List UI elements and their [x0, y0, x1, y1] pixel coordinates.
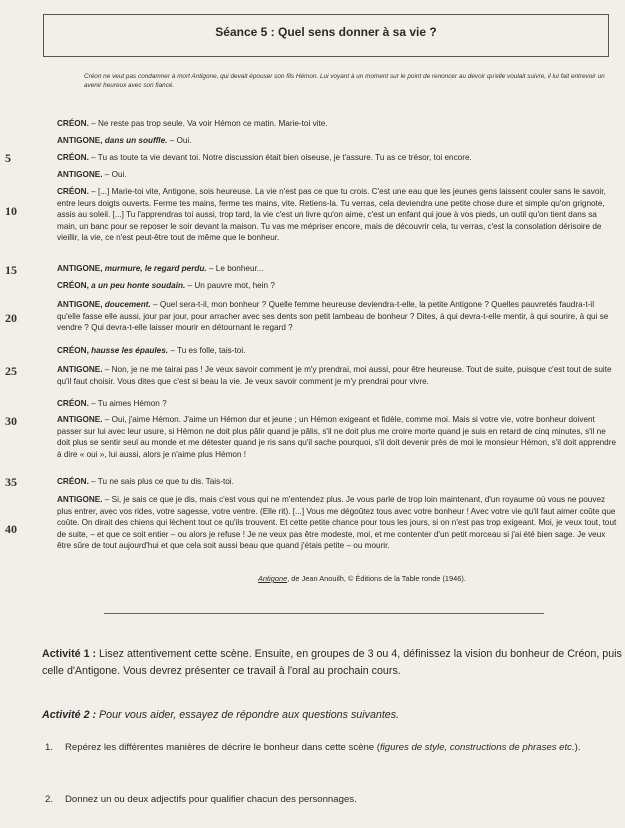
line-number: 30 [5, 414, 17, 428]
dialogue-line: CRÉON. – Tu as toute ta vie devant toi. Notre discussion était bien oiseuse, je t'assure. Tu as ce trésor, toi encore. [57, 153, 472, 162]
dialogue-line: CRÉON. – Tu ne sais plus ce que tu dis. Tais-toi. [57, 477, 234, 486]
activity-2: Activité 2 : Pour vous aider, essayez de répondre aux questions suivantes. [42, 709, 400, 721]
intro-text: Créon ne veut pas condamner à mort Antigone, qui devait épouser son fils Hémon. Lui voyant à un moment sur le point de renoncer au devoir qu'elle voulait suivre, il lui fait entrevoir un avenir heureux avec son fiancé. [84, 73, 605, 89]
question-item [45, 792, 625, 807]
line-number: 40 [5, 522, 17, 536]
dialogue-line: ANTIGONE. – Si, je sais ce que je dis, mais c'est vous qui ne m'entendez plus. Je vous parle de trop loin maintenant, d'un royaume où vous ne pouvez plus entrer, avec vos rides, votre sagesse, votre ventre. (Elle rit). [...] Vous me dégoûtez tous avec votre bonheur ! Avec votre vie qu'il faut aimer coûte que coûte. On dirait des chiens qui lèchent tout ce qu'ils trouvent. Et cette petite chance pour tous les jours, si on n'est pas trop exigeant. Moi, je veux tout, tout de suite, – et que ce soit entier – ou alors je refuse ! Je ne veux pas être modeste, moi, et me contenter d'un petit morceau si j'ai été bien sage. Je veux être sûre de tout aujourd'hui et que cela soit aussi beau que quand j'étais petite – ou mourir. [57, 495, 617, 550]
dialogue-line: ANTIGONE. – Oui, j'aime Hémon. J'aime un Hémon dur et jeune ; un Hémon exigeant et fidèle, comme moi. Mais si votre vie, votre bonheur doivent passer sur lui avec leur usure, si Hémon ne doit plus pâlir quand je pâlis, s'il ne doit plus me croire morte quand je suis en retard de cinq minutes, s'il ne doit plus se sentir seul au monde et me détester quand je ris sans qu'il sache pourquoi, s'il doit devenir près de moi le monsieur Hémon, s'il doit apprendre à dire « oui », lui aussi, alors je n'aime plus Hémon ! [57, 415, 617, 459]
dialogue-line: ANTIGONE. – Oui. [57, 170, 127, 179]
page-title: Séance 5 : Quel sens donner à sa vie ? [43, 14, 609, 57]
dialogue-line: CRÉON, hausse les épaules. – Tu es folle, tais-toi. [57, 346, 246, 355]
dialogue-line: CRÉON. – Ne reste pas trop seule. Va voir Hémon ce matin. Marie-toi vite. [57, 119, 328, 128]
dialogue-line: CRÉON, a un peu honte soudain. – Un pauvre mot, hein ? [57, 281, 275, 290]
line-number: 5 [5, 151, 11, 165]
dialogue-line: ANTIGONE. – Non, je ne me tairai pas ! Je veux savoir comment je m'y prendrai, moi aussi, pour être heureuse. Tout de suite, puisque c'est tout de suite qu'il faut choisir. Vous dites que c'est si beau la vie. Je veux savoir comment je m'y prendrai pour vivre. [57, 365, 612, 386]
activity-1: Activité 1 : Lisez attentivement cette scène. Ensuite, en groupes de 3 ou 4, définissez la vision du bonheur de Créon, puis celle d'Antigone. Vous devrez présenter ce travail à l'oral au prochain cours. [42, 648, 622, 677]
dialogue-line: ANTIGONE, doucement. – Quel sera-t-il, mon bonheur ? Quelle femme heureuse deviendra-t-elle, la petite Antigone ? Quelles pauvretés faudra-t-il qu'elle fasse elle aussi, jour par jour, pour arracher avec ses dents son petit lambeau de bonheur ? Dites, à qui devra-t-elle mentir, à qui sourire, à qui se vendre ? Qui devra-t-elle laisser mourir en détournant le regard ? [57, 300, 609, 332]
question-number: 1. [45, 742, 54, 753]
dialogue-line: ANTIGONE, dans un souffle. – Oui. [57, 136, 192, 145]
question-text: Repérez les différentes manières de décrire le bonheur dans cette scène (figures de style, constructions de phrases etc.). [65, 742, 581, 753]
dialogue-line: CRÉON. – [...] Marie-toi vite, Antigone, sois heureuse. La vie n'est pas ce que tu crois. C'est une eau que les jeunes gens laissent couler sans le savoir, entre leurs doigts ouverts. Ferme tes mains, ferme tes mains, vite. Retiens-la. Tu verras, cela deviendra une petite chose dure et simple qu'on grignote, assis au soleil. [...] Tu l'apprendras toi aussi, trop tard, la vie c'est un livre qu'on aime, c'est un enfant qui joue à vos pieds, un outil qu'on tient dans sa main, un banc pour se reposer le soir devant la maison. Tu vas me mépriser encore, mais de découvrir cela, tu verras, c'est la consolation dérisoire de vieillir, la vie, ce n'est peut-être tout de même que le bonheur. [57, 187, 606, 242]
question-item [45, 740, 625, 755]
separator-line [104, 613, 544, 614]
dialogue-line: ANTIGONE, murmure, le regard perdu. – Le bonheur... [57, 264, 264, 273]
line-number: 20 [5, 311, 17, 325]
source-credit: Antigone, de Jean Anouilh, © Éditions de la Table ronde (1946). [258, 574, 466, 583]
dialogue-line: CRÉON. – Tu aimes Hémon ? [57, 399, 167, 408]
line-number: 35 [5, 475, 17, 489]
line-number: 15 [5, 263, 17, 277]
question-number: 2. [45, 794, 54, 805]
line-number: 25 [5, 364, 17, 378]
line-number: 10 [5, 204, 17, 218]
question-text: Donnez un ou deux adjectifs pour qualifier chacun des personnages. [65, 794, 357, 805]
